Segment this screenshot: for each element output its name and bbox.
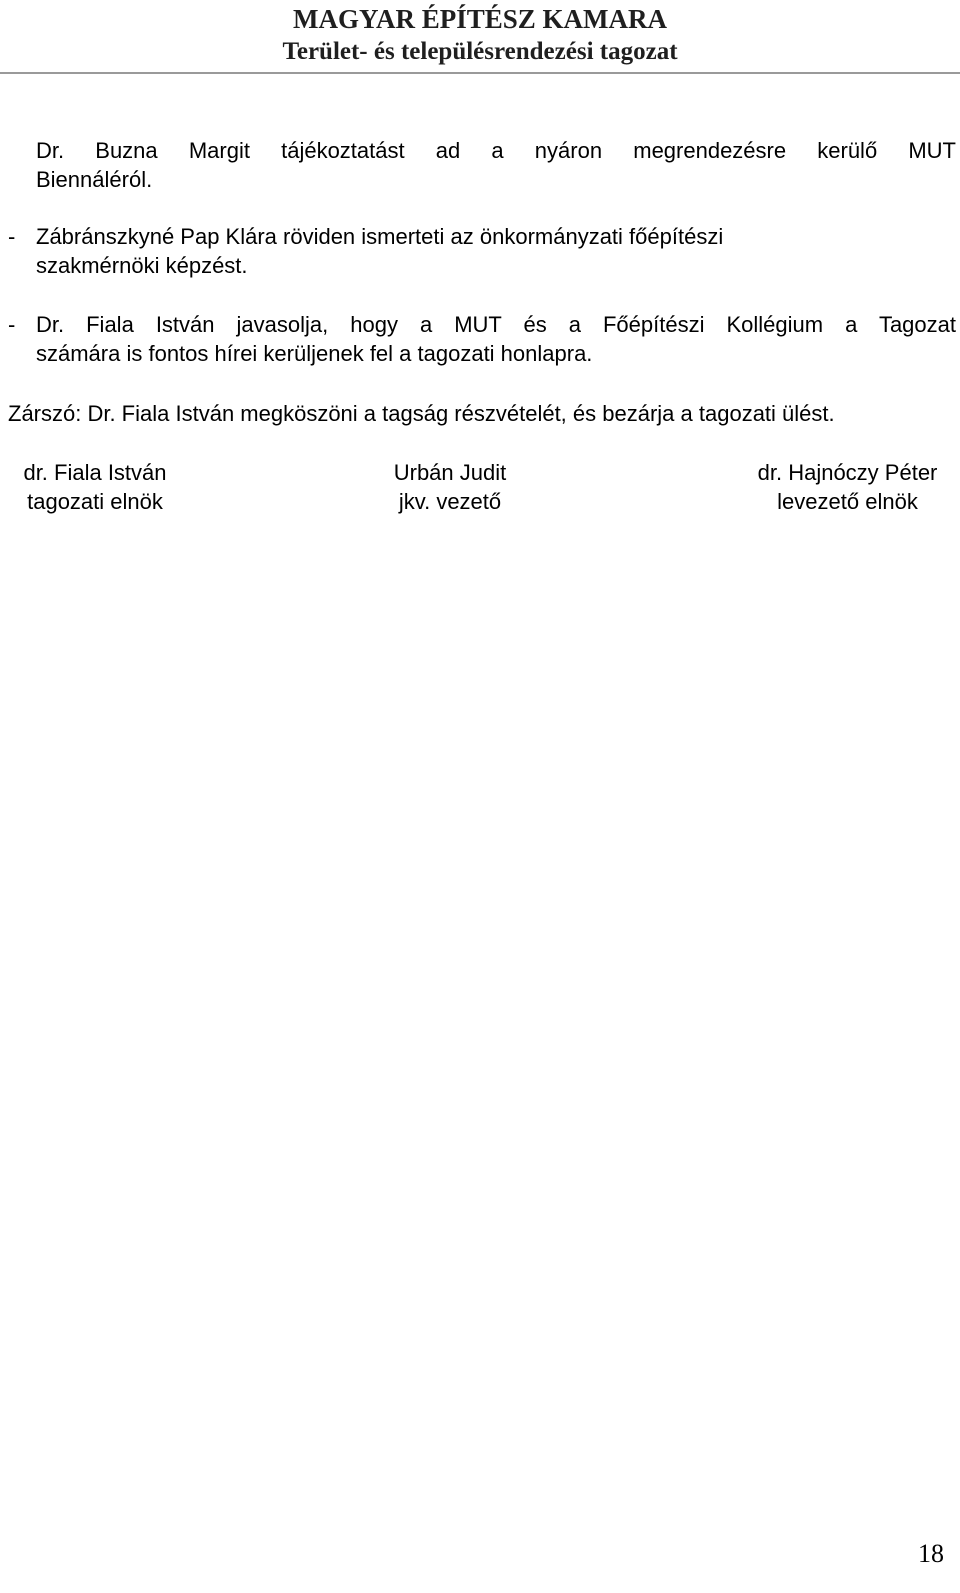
paragraph-proposal xyxy=(8,310,956,368)
signatory-role: levezető elnök xyxy=(777,489,918,514)
bullet-dash: - xyxy=(8,224,16,249)
header-divider xyxy=(0,72,960,74)
signatory-name: dr. Fiala István xyxy=(23,460,167,485)
paragraph-line: Dr. Buzna Margit tájékoztatást ad a nyáron megrendezésre kerülő MUT xyxy=(36,138,956,163)
signatory-name: Urbán Judit xyxy=(393,460,507,485)
paragraph-line: Zábránszkyné Pap Klára röviden ismerteti az önkormányzati főépítészi xyxy=(36,224,724,249)
signature-block-presiding xyxy=(735,458,960,516)
organization-title: MAGYAR ÉPÍTÉSZ KAMARA xyxy=(292,4,668,34)
paragraph-first-line xyxy=(8,222,956,251)
signatory-role: tagozati elnök xyxy=(27,489,163,514)
paragraph-line: Dr. Fiala István javasolja, hogy a MUT és a Főépítészi Kollégium a Tagozat xyxy=(36,312,956,337)
bullet-dash: - xyxy=(8,312,16,337)
paragraph-line: Biennáléról. xyxy=(36,167,153,192)
paragraph-biennale xyxy=(36,136,956,194)
section-title: Terület- és településrendezési tagozat xyxy=(282,38,678,65)
paragraph-line: szakmérnöki képzést. xyxy=(36,253,248,278)
signature-block-minutes xyxy=(345,458,555,516)
signatory-role: jkv. vezető xyxy=(398,489,502,514)
page-number: 18 xyxy=(918,1539,944,1568)
paragraph-closing: Zárszó: Dr. Fiala István megköszöni a tagság részvételét, és bezárja a tagozati ülést. xyxy=(8,401,835,426)
paragraph-line: számára is fontos hírei kerüljenek fel a tagozati honlapra. xyxy=(36,341,593,366)
signatory-name: dr. Hajnóczy Péter xyxy=(757,460,938,485)
signature-block-chair xyxy=(0,458,190,516)
paragraph-training xyxy=(8,222,956,280)
paragraph-first-line xyxy=(8,310,956,339)
